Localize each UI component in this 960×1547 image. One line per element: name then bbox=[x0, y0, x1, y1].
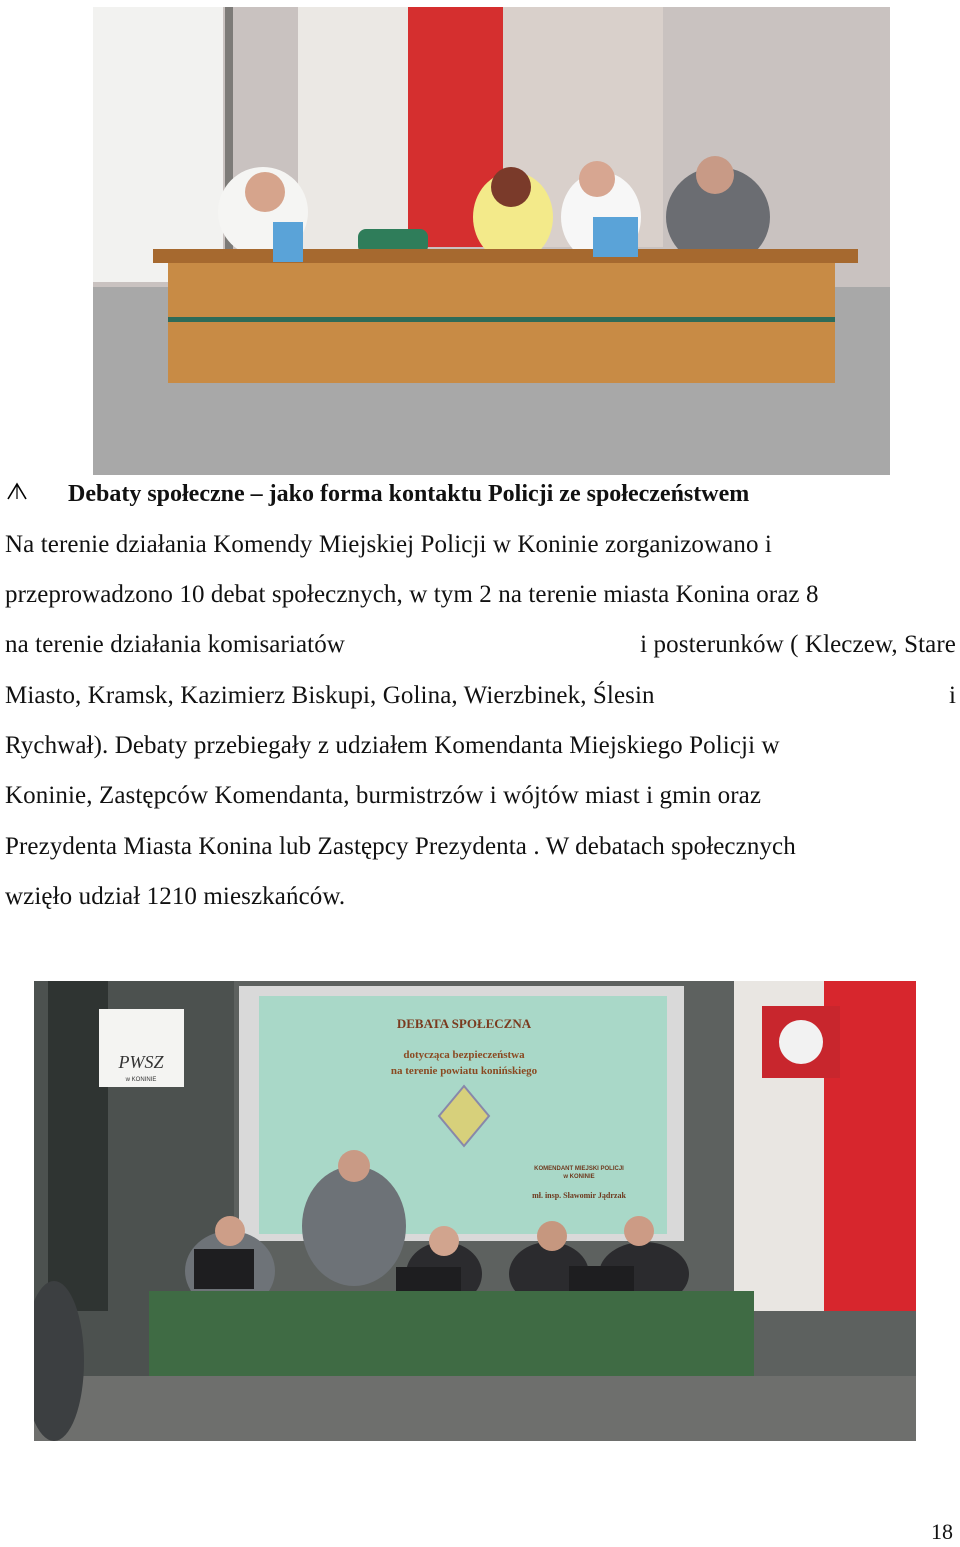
line-text-b: i bbox=[948, 682, 956, 709]
paragraph-line-3 bbox=[5, 629, 956, 661]
line-text-b: i posterunków ( Kleczew, Stare bbox=[640, 631, 956, 658]
paragraph-line-6 bbox=[5, 780, 956, 812]
paragraph-line-5 bbox=[5, 730, 956, 762]
section-heading: Debaty społeczne – jako forma kontaktu Policji ze społeczeństwem bbox=[68, 481, 750, 507]
slide-org-2: w KONINIE bbox=[563, 1174, 595, 1180]
paragraph-line-1 bbox=[5, 529, 956, 561]
line-text-a: Miasto, Kramsk, Kazimierz Biskupi, Golina, Wierzbinek, Ślesin bbox=[5, 682, 655, 709]
slide-org-1: KOMENDANT MIEJSKI POLICJI bbox=[534, 1166, 624, 1172]
paragraph-line-2 bbox=[5, 579, 956, 611]
paragraph-line-8 bbox=[5, 881, 956, 913]
line-text: przeprowadzono 10 debat społecznych, w tym 2 na terenie miasta Konina oraz 8 bbox=[5, 581, 819, 608]
paragraph-line-4 bbox=[5, 680, 956, 712]
line-text-a: na terenie działania komisariatów bbox=[5, 631, 345, 658]
slide-name: mł. insp. Sławomir Jądrzak bbox=[532, 1191, 626, 1200]
line-text: Na terenie działania Komendy Miejskiej Policji w Koninie zorganizowano i bbox=[5, 531, 772, 558]
slide-title: DEBATA SPOŁECZNA bbox=[396, 1016, 532, 1031]
line-text: wzięło udział 1210 mieszkańców. bbox=[5, 883, 346, 910]
line-text: Rychwał). Debaty przebiegały z udziałem Komendanta Miejskiego Policji w bbox=[5, 732, 780, 759]
line-text: Koninie, Zastępców Komendanta, burmistrzów i wójtów miast i gmin oraz bbox=[5, 782, 762, 809]
paragraph-line-7 bbox=[5, 831, 956, 863]
line-text: Prezydenta Miasta Konina lub Zastępcy Prezydenta . W debatach społecznych bbox=[5, 833, 796, 860]
page-number: 18 bbox=[931, 1519, 953, 1544]
debate-photo-bottom bbox=[34, 981, 916, 1441]
debate-photo-top bbox=[93, 7, 890, 475]
triangle-bullet-icon bbox=[6, 480, 28, 502]
logo-sub-text: w KONINIE bbox=[125, 1077, 157, 1083]
slide-line-1: dotycząca bezpieczeństwa bbox=[403, 1049, 525, 1061]
slide-line-2: na terenie powiatu konińskiego bbox=[390, 1065, 538, 1077]
eagle-emblem-icon bbox=[779, 1020, 823, 1064]
logo-text: PWSZ bbox=[118, 1052, 164, 1072]
